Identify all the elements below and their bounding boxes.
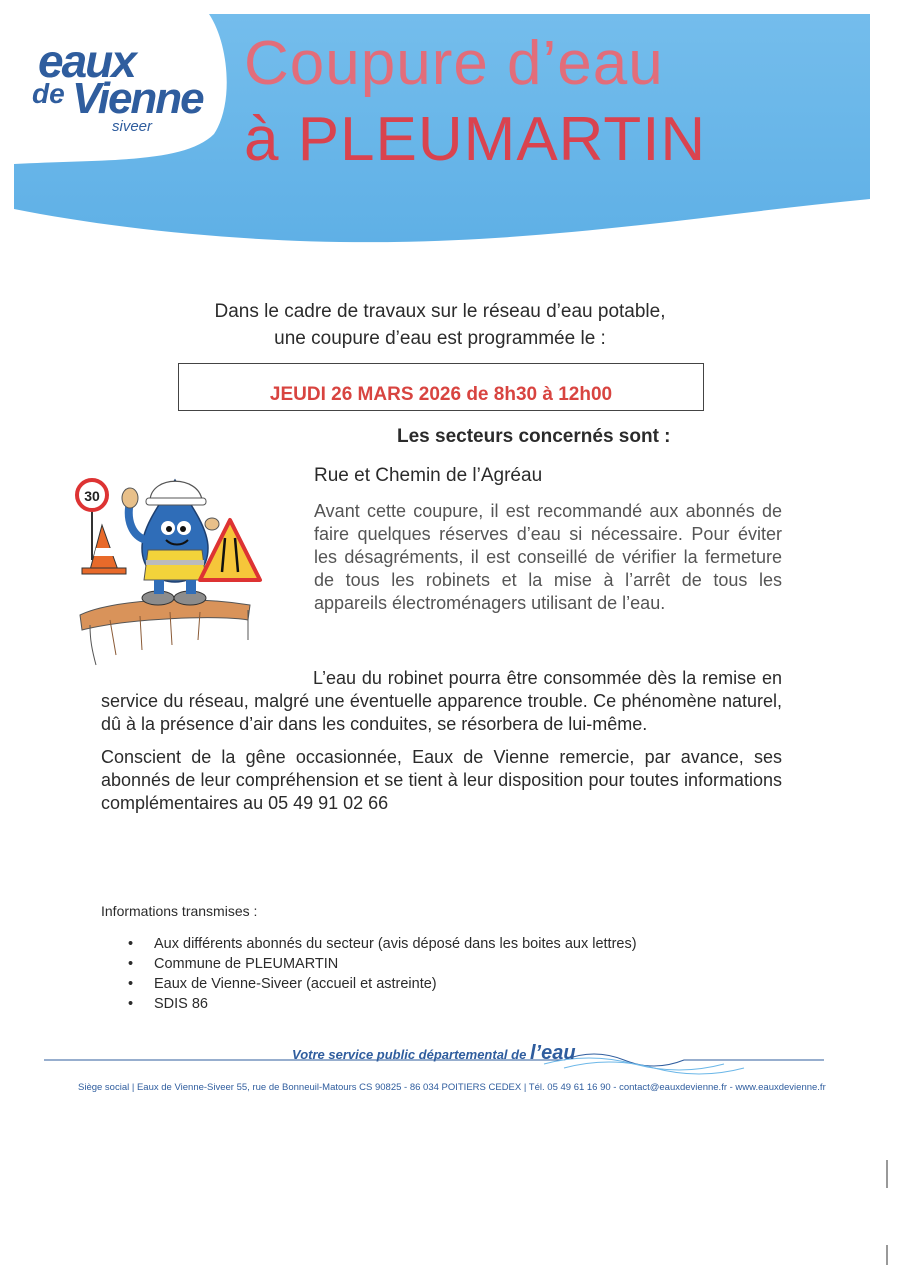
contact-paragraph: Conscient de la gêne occasionnée, Eaux de Vienne remercie, par avance, ses abonnés de leur compréhension et se tient à leur disposition pour toutes informations complémentaires au 05 49 91 02 66	[101, 747, 782, 813]
info-title: Informations transmises :	[101, 903, 258, 919]
list-item	[128, 954, 637, 974]
list-item-text: Aux différents abonnés du secteur (avis déposé dans les boites aux lettres)	[154, 936, 637, 952]
intro-line2: une coupure d’eau est programmée le :	[274, 328, 606, 349]
water-quality-paragraph	[101, 667, 782, 736]
list-item-text: Eaux de Vienne-Siveer (accueil et astreinte)	[154, 976, 437, 992]
scan-artifact-mark	[886, 1245, 888, 1265]
bullet-icon: •	[128, 996, 134, 1012]
eaux-de-vienne-logo	[28, 34, 218, 144]
sectors-title: Les secteurs concernés sont :	[397, 426, 671, 447]
list-item-text: SDIS 86	[154, 996, 208, 1012]
date-box	[178, 363, 704, 411]
water-quality-text: L’eau du robinet pourra être consommée dès la remise en service du réseau, malgré une éventuelle apparence trouble. Ce phénomène naturel, dû à la présence d’air dans les conduites, se résorbera de lui-même.	[101, 668, 782, 734]
list-item	[128, 934, 637, 954]
tagline-emphasis: l’eau	[529, 1042, 576, 1064]
affected-street: Rue et Chemin de l’Agréau	[314, 465, 543, 486]
footer-address: Siège social | Eaux de Vienne-Siveer 55, rue de Bonneuil-Matours CS 90825 - 86 034 POITIERS CEDEX | Tél. 05 49 61 16 90 - contact@eauxdevienne.fr - www.eauxdevienne.fr	[78, 1082, 826, 1093]
intro-text	[120, 298, 760, 352]
list-item	[128, 994, 637, 1014]
info-list	[128, 934, 637, 1014]
worker-mascot-illustration	[70, 440, 270, 670]
bullet-icon: •	[128, 936, 134, 952]
logo-text-siveer: siveer	[112, 118, 153, 135]
advice-paragraph: Avant cette coupure, il est recommandé aux abonnés de faire quelques réserves d’eau si nécessaire. Pour éviter les désagréments, il est conseillé de vérifier la fermeture de tous les robinets et la mise à l’arrêt de tous les appareils électroménagers utilisant de l’eau.	[314, 501, 782, 613]
footer-tagline	[292, 1042, 576, 1065]
speed-limit-sign-text: 30	[84, 488, 100, 504]
logo-text-eaux: eaux	[38, 35, 135, 87]
outage-date: JEUDI 26 MARS 2026 de 8h30 à 12h00	[269, 384, 613, 405]
scan-artifact-mark	[886, 1160, 888, 1188]
page-title-line2: à PLEUMARTIN	[244, 105, 707, 174]
bullet-icon: •	[128, 956, 134, 972]
tagline-text: Votre service public départemental de	[292, 1047, 527, 1062]
list-item-text: Commune de PLEUMARTIN	[154, 956, 339, 972]
logo-text-de: de	[32, 78, 65, 109]
page-title-line1: Coupure d’eau	[244, 29, 664, 98]
list-item	[128, 974, 637, 994]
intro-line1: Dans le cadre de travaux sur le réseau d’eau potable,	[214, 301, 666, 322]
bullet-icon: •	[128, 976, 134, 992]
logo-text-vienne: Vienne	[72, 74, 203, 123]
